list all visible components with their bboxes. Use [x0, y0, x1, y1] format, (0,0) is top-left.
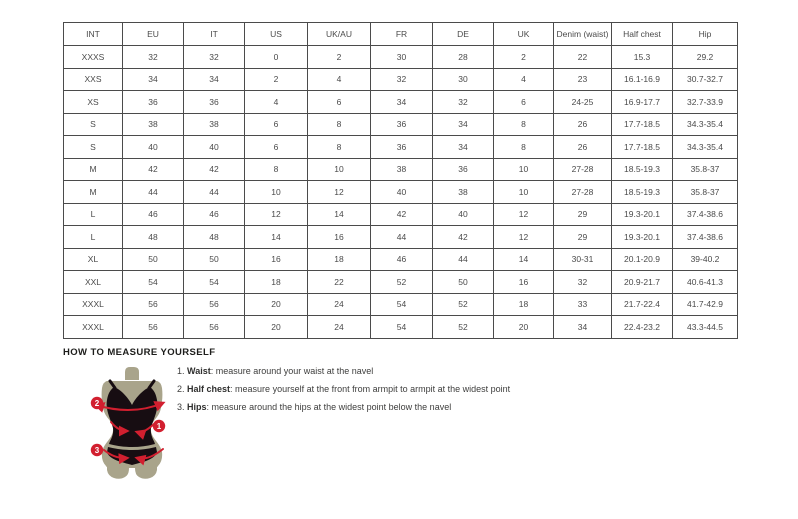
waist-badge	[153, 420, 165, 432]
table-cell: 56	[184, 293, 245, 316]
table-cell: 2	[308, 46, 371, 69]
table-cell: 20.9-21.7	[612, 271, 673, 294]
table-cell: XXL	[64, 271, 123, 294]
mannequin-neck	[125, 367, 139, 380]
table-cell: 34	[433, 136, 494, 159]
table-cell: 33	[554, 293, 612, 316]
table-cell: 4	[308, 68, 371, 91]
table-cell: 8	[245, 158, 308, 181]
table-cell: 36	[371, 113, 433, 136]
table-cell: 42	[433, 226, 494, 249]
table-cell: 18.5-19.3	[612, 158, 673, 181]
table-cell: 41.7-42.9	[673, 293, 738, 316]
table-cell: 56	[123, 293, 184, 316]
table-row	[64, 293, 738, 316]
column-header-de: DE	[433, 23, 494, 46]
table-cell: 14	[494, 248, 554, 271]
table-cell: 32	[433, 91, 494, 114]
table-cell: 40	[371, 181, 433, 204]
table-cell: 32.7-33.9	[673, 91, 738, 114]
table-cell: 23	[554, 68, 612, 91]
instruction-label: Half chest	[187, 384, 231, 394]
table-cell: 18	[494, 293, 554, 316]
table-cell: 46	[123, 203, 184, 226]
table-cell: 34	[433, 113, 494, 136]
instruction-number: 1.	[177, 366, 185, 376]
table-cell: XS	[64, 91, 123, 114]
column-header-uk: UK	[494, 23, 554, 46]
table-cell: 22.4-23.2	[612, 316, 673, 339]
column-header-us: US	[245, 23, 308, 46]
table-cell: 18.5-19.3	[612, 181, 673, 204]
table-cell: 54	[123, 271, 184, 294]
table-cell: 16.9-17.7	[612, 91, 673, 114]
table-cell: S	[64, 136, 123, 159]
table-cell: 24	[308, 316, 371, 339]
table-cell: XXXL	[64, 316, 123, 339]
table-row	[64, 271, 738, 294]
table-cell: 37.4-38.6	[673, 226, 738, 249]
table-cell: 28	[433, 46, 494, 69]
table-cell: M	[64, 158, 123, 181]
table-cell: 20	[494, 316, 554, 339]
table-cell: 38	[371, 158, 433, 181]
table-cell: 19.3-20.1	[612, 203, 673, 226]
table-cell: 18	[245, 271, 308, 294]
table-cell: 14	[245, 226, 308, 249]
instruction-half-chest	[177, 384, 510, 394]
table-cell: 52	[433, 316, 494, 339]
table-cell: 54	[371, 293, 433, 316]
table-cell: 20	[245, 316, 308, 339]
table-cell: 50	[184, 248, 245, 271]
table-cell: 6	[494, 91, 554, 114]
table-cell: 56	[184, 316, 245, 339]
table-cell: 17.7-18.5	[612, 136, 673, 159]
table-cell: 44	[123, 181, 184, 204]
table-cell: 50	[123, 248, 184, 271]
table-cell: 39-40.2	[673, 248, 738, 271]
table-cell: 8	[494, 113, 554, 136]
table-row	[64, 181, 738, 204]
table-cell: 34	[184, 68, 245, 91]
table-cell: 38	[433, 181, 494, 204]
column-header-half-chest: Half chest	[612, 23, 673, 46]
instruction-text: : measure yourself at the front from armpit to armpit at the widest point	[230, 384, 511, 394]
instruction-label: Waist	[187, 366, 211, 376]
table-cell: 36	[371, 136, 433, 159]
table-cell: 40	[433, 203, 494, 226]
table-cell: 40	[123, 136, 184, 159]
table-cell: 24	[308, 293, 371, 316]
mannequin-left-leg	[107, 464, 129, 479]
table-cell: 27-28	[554, 181, 612, 204]
table-cell: 14	[308, 203, 371, 226]
column-header-fr: FR	[371, 23, 433, 46]
table-cell: 17.7-18.5	[612, 113, 673, 136]
table-cell: 6	[308, 91, 371, 114]
table-row	[64, 226, 738, 249]
table-cell: 29.2	[673, 46, 738, 69]
table-cell: 52	[371, 271, 433, 294]
table-cell: 36	[433, 158, 494, 181]
table-cell: XL	[64, 248, 123, 271]
instruction-number: 2.	[177, 384, 185, 394]
table-cell: 34	[554, 316, 612, 339]
table-cell: XXS	[64, 68, 123, 91]
hips-badge-number: 3	[94, 446, 100, 455]
table-cell: 2	[245, 68, 308, 91]
table-cell: 34	[371, 91, 433, 114]
size-chart-table	[63, 22, 738, 339]
table-cell: 16	[245, 248, 308, 271]
measure-instructions	[177, 366, 510, 420]
table-cell: 12	[245, 203, 308, 226]
table-cell: 54	[184, 271, 245, 294]
table-cell: 48	[123, 226, 184, 249]
table-cell: 16	[308, 226, 371, 249]
table-cell: S	[64, 113, 123, 136]
table-cell: 16	[494, 271, 554, 294]
table-cell: 6	[245, 136, 308, 159]
table-cell: 52	[433, 293, 494, 316]
table-cell: 42	[184, 158, 245, 181]
table-cell: 42	[123, 158, 184, 181]
column-header-eu: EU	[123, 23, 184, 46]
table-row	[64, 91, 738, 114]
table-cell: 12	[494, 226, 554, 249]
table-cell: 15.3	[612, 46, 673, 69]
hips-badge	[91, 444, 103, 456]
table-cell: 32	[123, 46, 184, 69]
table-cell: 20	[245, 293, 308, 316]
instruction-text: : measure around your waist at the navel	[210, 366, 374, 376]
table-cell: 10	[308, 158, 371, 181]
chest-badge-number: 2	[94, 399, 100, 408]
header-row	[64, 23, 738, 46]
instruction-text: : measure around the hips at the widest point below the navel	[206, 402, 452, 412]
table-cell: 27-28	[554, 158, 612, 181]
table-cell: 32	[554, 271, 612, 294]
table-cell: 30-31	[554, 248, 612, 271]
table-row	[64, 113, 738, 136]
instruction-hips	[177, 402, 510, 412]
table-cell: 26	[554, 113, 612, 136]
table-cell: 8	[494, 136, 554, 159]
table-row	[64, 203, 738, 226]
table-cell: 10	[494, 158, 554, 181]
table-cell: 10	[245, 181, 308, 204]
table-cell: 6	[245, 113, 308, 136]
table-row	[64, 136, 738, 159]
table-cell: 38	[123, 113, 184, 136]
table-cell: 32	[371, 68, 433, 91]
table-cell: 35.8-37	[673, 158, 738, 181]
column-header-int: INT	[64, 23, 123, 46]
table-row	[64, 68, 738, 91]
table-cell: 29	[554, 203, 612, 226]
table-cell: 50	[433, 271, 494, 294]
table-cell: 44	[433, 248, 494, 271]
table-cell: 46	[184, 203, 245, 226]
table-row	[64, 158, 738, 181]
table-cell: 34.3-35.4	[673, 136, 738, 159]
table-row	[64, 248, 738, 271]
table-cell: 37.4-38.6	[673, 203, 738, 226]
table-cell: 42	[371, 203, 433, 226]
table-cell: 36	[184, 91, 245, 114]
table-cell: 18	[308, 248, 371, 271]
table-cell: 54	[371, 316, 433, 339]
table-cell: 46	[371, 248, 433, 271]
table-cell: 34.3-35.4	[673, 113, 738, 136]
table-cell: 35.8-37	[673, 181, 738, 204]
table-cell: L	[64, 203, 123, 226]
table-cell: 36	[123, 91, 184, 114]
mannequin-right-leg	[135, 464, 157, 479]
table-cell: 40.6-41.3	[673, 271, 738, 294]
table-cell: M	[64, 181, 123, 204]
chest-badge	[91, 397, 103, 409]
table-cell: 30	[371, 46, 433, 69]
column-header-hip: Hip	[673, 23, 738, 46]
table-cell: 0	[245, 46, 308, 69]
table-cell: 4	[494, 68, 554, 91]
table-cell: XXXS	[64, 46, 123, 69]
table-cell: 38	[184, 113, 245, 136]
table-cell: 12	[494, 203, 554, 226]
table-cell: 8	[308, 113, 371, 136]
table-cell: 20.1-20.9	[612, 248, 673, 271]
column-header-it: IT	[184, 23, 245, 46]
table-cell: 4	[245, 91, 308, 114]
measure-section-title: HOW TO MEASURE YOURSELF	[63, 347, 216, 358]
table-cell: 34	[123, 68, 184, 91]
measurement-figure	[82, 364, 194, 482]
table-cell: 30	[433, 68, 494, 91]
table-row	[64, 46, 738, 69]
column-header-denim: Denim (waist)	[554, 23, 612, 46]
table-body	[64, 46, 738, 339]
table-cell: 22	[554, 46, 612, 69]
table-cell: 10	[494, 181, 554, 204]
table-cell: 29	[554, 226, 612, 249]
table-cell: 43.3-44.5	[673, 316, 738, 339]
instruction-label: Hips	[187, 402, 207, 412]
table-cell: 2	[494, 46, 554, 69]
table-cell: L	[64, 226, 123, 249]
instruction-number: 3.	[177, 402, 185, 412]
table-cell: 8	[308, 136, 371, 159]
table-cell: 48	[184, 226, 245, 249]
table-cell: 40	[184, 136, 245, 159]
table-cell: 12	[308, 181, 371, 204]
waist-badge-number: 1	[156, 422, 162, 431]
table-cell: 22	[308, 271, 371, 294]
table-cell: 26	[554, 136, 612, 159]
table-cell: 56	[123, 316, 184, 339]
table-cell: 21.7-22.4	[612, 293, 673, 316]
table-cell: 19.3-20.1	[612, 226, 673, 249]
column-header-ukau: UK/AU	[308, 23, 371, 46]
table-cell: 32	[184, 46, 245, 69]
table-cell: XXXL	[64, 293, 123, 316]
table-cell: 44	[184, 181, 245, 204]
table-cell: 30.7-32.7	[673, 68, 738, 91]
table-cell: 44	[371, 226, 433, 249]
instruction-waist	[177, 366, 510, 376]
table-cell: 24-25	[554, 91, 612, 114]
table-cell: 16.1-16.9	[612, 68, 673, 91]
table-row	[64, 316, 738, 339]
